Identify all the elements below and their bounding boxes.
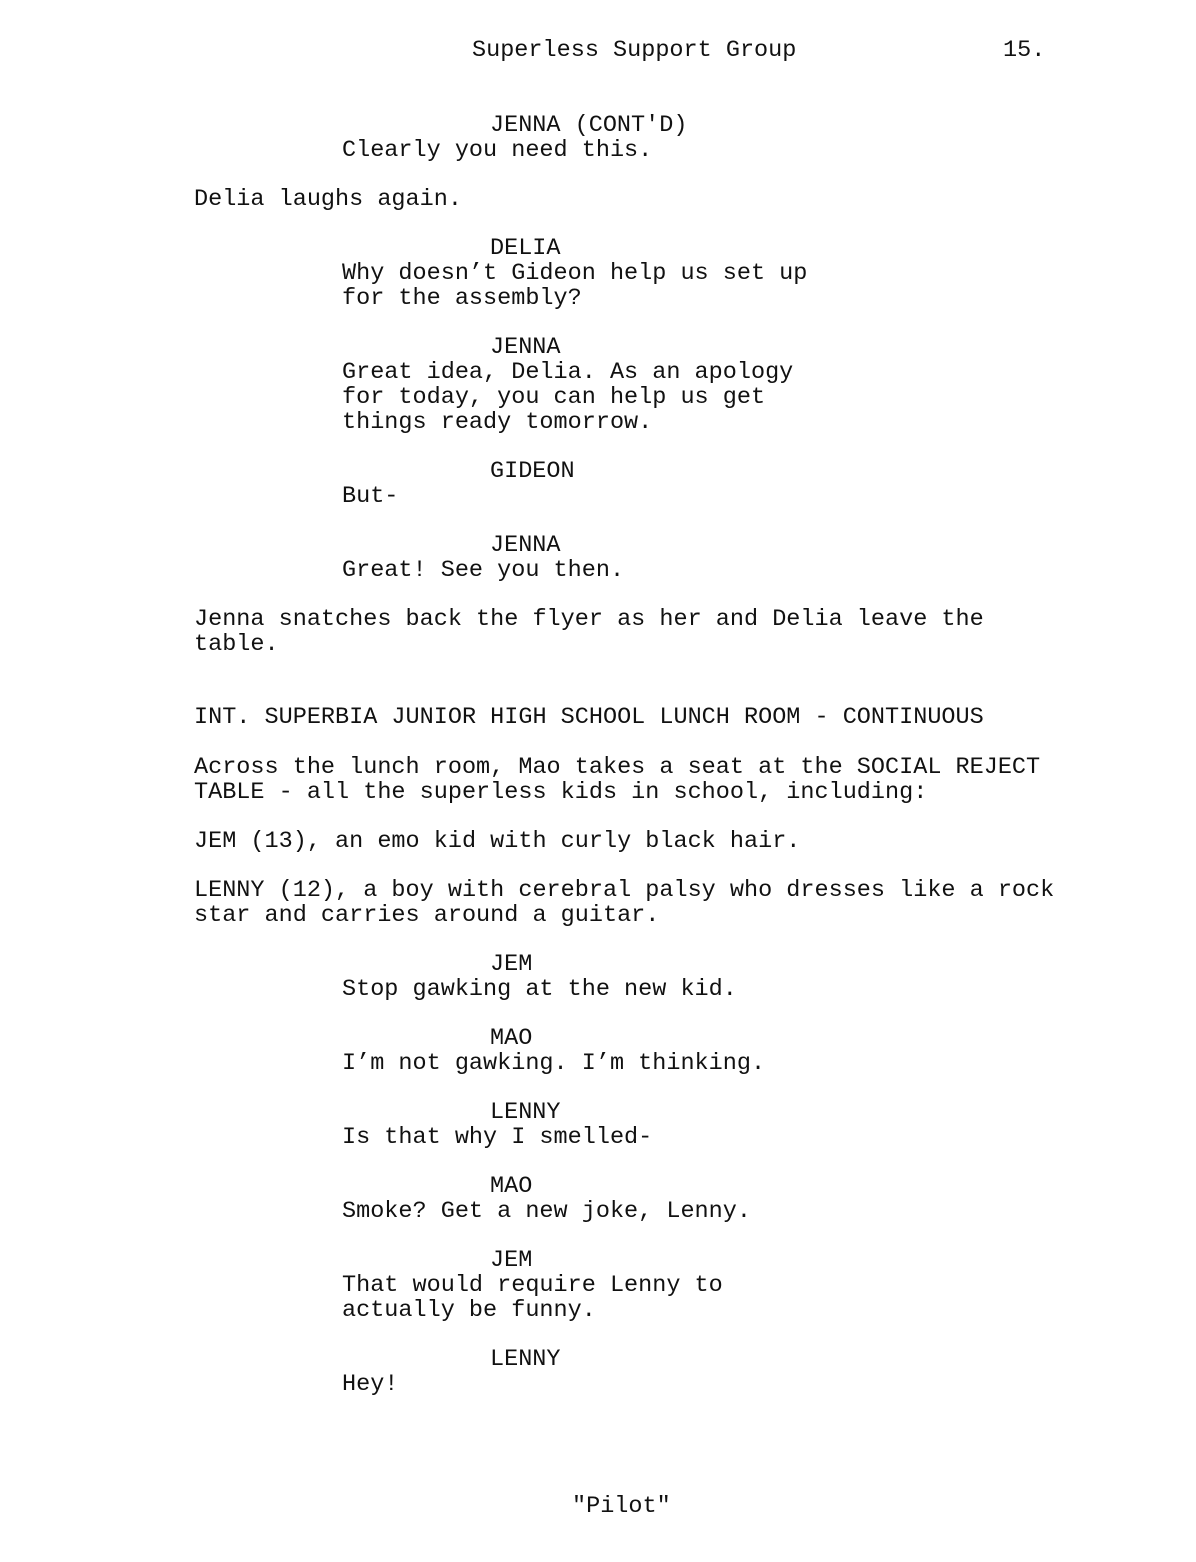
action-line: TABLE - all the superless kids in school, including:: [194, 779, 928, 806]
character-cue: JENNA (CONT'D): [490, 112, 688, 139]
character-cue: JEM: [490, 951, 533, 978]
scene-heading: INT. SUPERBIA JUNIOR HIGH SCHOOL LUNCH ROOM - CONTINUOUS: [194, 704, 984, 731]
action-line: LENNY (12), a boy with cerebral palsy who dresses like a rock: [194, 877, 1055, 904]
character-cue: LENNY: [490, 1346, 561, 1373]
action-line: Delia laughs again.: [194, 186, 462, 213]
action-line: table.: [194, 631, 279, 658]
action-line: star and carries around a guitar.: [194, 902, 660, 929]
dialogue-line: That would require Lenny to: [342, 1272, 723, 1299]
dialogue-line: for today, you can help us get: [342, 384, 766, 411]
dialogue-line: Clearly you need this.: [342, 137, 653, 164]
action-line: Across the lunch room, Mao takes a seat at the SOCIAL REJECT: [194, 754, 1041, 781]
dialogue-line: for the assembly?: [342, 285, 582, 312]
action-line: JEM (13), an emo kid with curly black hair.: [194, 828, 801, 855]
dialogue-line: I’m not gawking. I’m thinking.: [342, 1050, 766, 1077]
dialogue-line: Smoke? Get a new joke, Lenny.: [342, 1198, 751, 1225]
dialogue-line: But-: [342, 483, 399, 510]
dialogue-line: Why doesn’t Gideon help us set up: [342, 260, 808, 287]
character-cue: DELIA: [490, 235, 561, 262]
character-cue: JENNA: [490, 334, 561, 361]
character-cue: LENNY: [490, 1099, 561, 1126]
dialogue-line: Great! See you then.: [342, 557, 625, 584]
dialogue-line: Is that why I smelled-: [342, 1124, 653, 1151]
page-header-title: Superless Support Group: [472, 37, 797, 64]
dialogue-line: things ready tomorrow.: [342, 409, 653, 436]
character-cue: MAO: [490, 1025, 533, 1052]
page-footer: "Pilot": [572, 1493, 671, 1520]
character-cue: GIDEON: [490, 458, 575, 485]
character-cue: MAO: [490, 1173, 533, 1200]
action-line: Jenna snatches back the flyer as her and Delia leave the: [194, 606, 984, 633]
dialogue-line: Great idea, Delia. As an apology: [342, 359, 794, 386]
dialogue-line: actually be funny.: [342, 1297, 596, 1324]
dialogue-line: Hey!: [342, 1371, 399, 1398]
character-cue: JEM: [490, 1247, 533, 1274]
dialogue-line: Stop gawking at the new kid.: [342, 976, 737, 1003]
page-number: 15.: [1003, 37, 1046, 64]
character-cue: JENNA: [490, 532, 561, 559]
